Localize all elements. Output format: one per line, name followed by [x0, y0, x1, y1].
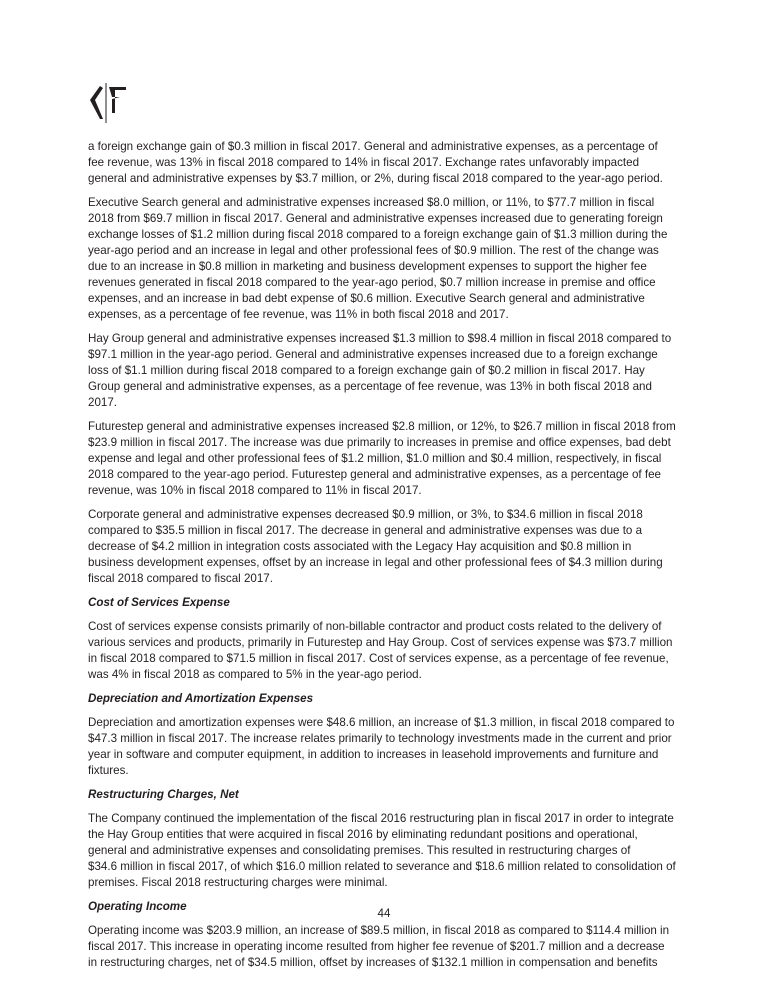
- text-line: year in software and computer equipment, in addition to increases in leasehold improvements and furniture and: [88, 748, 659, 761]
- paragraph: [88, 715, 698, 779]
- document-body: [88, 139, 698, 979]
- text-line: Restructuring Charges, Net: [88, 788, 239, 801]
- text-line: fee revenue, was 13% in fiscal 2018 compared to 14% in fiscal 2017. Exchange rates unfavorably impacted: [88, 156, 640, 169]
- text-line: year-ago period and an increase in legal and other professional fees of $0.9 million. The rest of the change was: [88, 244, 659, 257]
- section-heading: [88, 691, 698, 707]
- text-line: Cost of Services Expense: [88, 596, 230, 609]
- text-line: Futurestep general and administrative expenses increased $2.8 million, or 12%, to $26.7 million in fiscal 2018 from: [88, 420, 676, 433]
- text-line: due to an increase in $0.8 million in marketing and business development expenses to support the higher fee: [88, 260, 647, 273]
- text-line: Depreciation and Amortization Expenses: [88, 692, 314, 705]
- text-line: a foreign exchange gain of $0.3 million in fiscal 2017. General and administrative expenses, as a percentage of: [88, 140, 658, 153]
- company-logo: [88, 83, 138, 123]
- text-line: the Hay Group entities that were acquired in fiscal 2016 by eliminating redundant positions and operational,: [88, 828, 638, 841]
- text-line: revenue, was 10% in fiscal 2018 compared to 11% in fiscal 2017.: [88, 484, 422, 497]
- text-line: revenues generated in fiscal 2018 compared to the year-ago period, $0.7 million increase in premise and office: [88, 276, 656, 289]
- text-line: Corporate general and administrative expenses decreased $0.9 million, or 3%, to $34.6 million in fiscal 2018: [88, 508, 643, 521]
- text-line: Hay Group general and administrative expenses increased $1.3 million to $98.4 million in fiscal 2018 compared to: [88, 332, 672, 345]
- text-line: fixtures.: [88, 764, 129, 777]
- paragraph: [88, 923, 698, 971]
- text-line: Operating Income: [88, 900, 187, 913]
- text-line: 2017.: [88, 396, 118, 409]
- paragraph: [88, 619, 698, 683]
- text-line: Group general and administrative expenses, as a percentage of fee revenue, was 13% in both fiscal 2018 and: [88, 380, 652, 393]
- text-line: fiscal 2017. This increase in operating income resulted from higher fee revenue of $201.7 million and a decrease: [88, 940, 665, 953]
- paragraph: [88, 811, 698, 891]
- text-line: $34.6 million in fiscal 2017, of which $16.0 million related to severance and $18.6 million related to consolidation of: [88, 860, 676, 873]
- text-line: expense and legal and other professional fees of $1.2 million, $1.0 million and $0.4 million, respectively, in fiscal: [88, 452, 662, 465]
- text-line: general and administrative expenses by $3.7 million, or 2%, during fiscal 2018 compared to the year-ago period.: [88, 172, 663, 185]
- text-line: compared to $35.5 million in fiscal 2017. The decrease in general and administrative expenses was due to a: [88, 524, 643, 537]
- text-line: $97.1 million in the year-ago period. General and administrative expenses increased due to a foreign exchange: [88, 348, 658, 361]
- text-line: $23.9 million in fiscal 2017. The increase was due primarily to increases in premise and office expenses, bad debt: [88, 436, 671, 449]
- text-line: 2018 from $69.7 million in fiscal 2017. General and administrative expenses increased due to generating foreign: [88, 212, 663, 225]
- text-line: 2018 compared to the year-ago period. Futurestep general and administrative expenses, as a percentage of fee: [88, 468, 661, 481]
- text-line: Cost of services expense consists primarily of non-billable contractor and product costs related to the delivery of: [88, 620, 662, 633]
- text-line: business development expenses, offset by an increase in legal and other professional fees of $4.3 million during: [88, 556, 663, 569]
- text-line: The Company continued the implementation of the fiscal 2016 restructuring plan in fiscal 2017 in order to integrate: [88, 812, 674, 825]
- text-line: general and administrative expenses and consolidating premises. This resulted in restructuring charges of: [88, 844, 631, 857]
- paragraph: [88, 139, 698, 187]
- paragraph: [88, 331, 698, 411]
- paragraph: [88, 419, 698, 499]
- text-line: expenses, and an increase in bad debt expense of $0.6 million. Executive Search general and administrative: [88, 292, 645, 305]
- page-number: 44: [377, 907, 391, 920]
- text-line: in fiscal 2018 compared to $71.5 million in fiscal 2017. Cost of services expense, as a percentage of fee revenue,: [88, 652, 669, 665]
- paragraph: [88, 507, 698, 587]
- text-line: loss of $1.1 million during fiscal 2018 compared to a foreign exchange gain of $0.2 million in fiscal 2017. Hay: [88, 364, 645, 377]
- text-line: Depreciation and amortization expenses were $48.6 million, an increase of $1.3 million, in fiscal 2018 compared to: [88, 716, 675, 729]
- text-line: was 4% in fiscal 2018 as compared to 5% in the year-ago period.: [88, 668, 422, 681]
- text-line: various services and products, primarily in Futurestep and Hay Group. Cost of services expense was $73.7 million: [88, 636, 673, 649]
- text-line: $47.3 million in fiscal 2017. The increase relates primarily to technology investments made in the current and prior: [88, 732, 672, 745]
- text-line: decrease of $4.2 million in integration costs associated with the Legacy Hay acquisition and $0.8 million in: [88, 540, 632, 553]
- text-line: premises. Fiscal 2018 restructuring charges were minimal.: [88, 876, 388, 889]
- text-line: Operating income was $203.9 million, an increase of $89.5 million, in fiscal 2018 as compared to $114.4 million in: [88, 924, 670, 937]
- paragraph: [88, 195, 698, 323]
- section-heading: [88, 595, 698, 611]
- text-line: exchange losses of $1.2 million during fiscal 2018 compared to a foreign exchange gain of $1.3 million during the: [88, 228, 668, 241]
- text-line: fiscal 2018 compared to fiscal 2017.: [88, 572, 273, 585]
- section-heading: [88, 787, 698, 803]
- text-line: in restructuring charges, net of $34.5 million, offset by increases of $132.1 million in compensation and benefits: [88, 956, 658, 969]
- text-line: expenses, as a percentage of fee revenue, was 11% in both fiscal 2018 and 2017.: [88, 308, 509, 321]
- text-line: Executive Search general and administrative expenses increased $8.0 million, or 11%, to $77.7 million in fiscal: [88, 196, 655, 209]
